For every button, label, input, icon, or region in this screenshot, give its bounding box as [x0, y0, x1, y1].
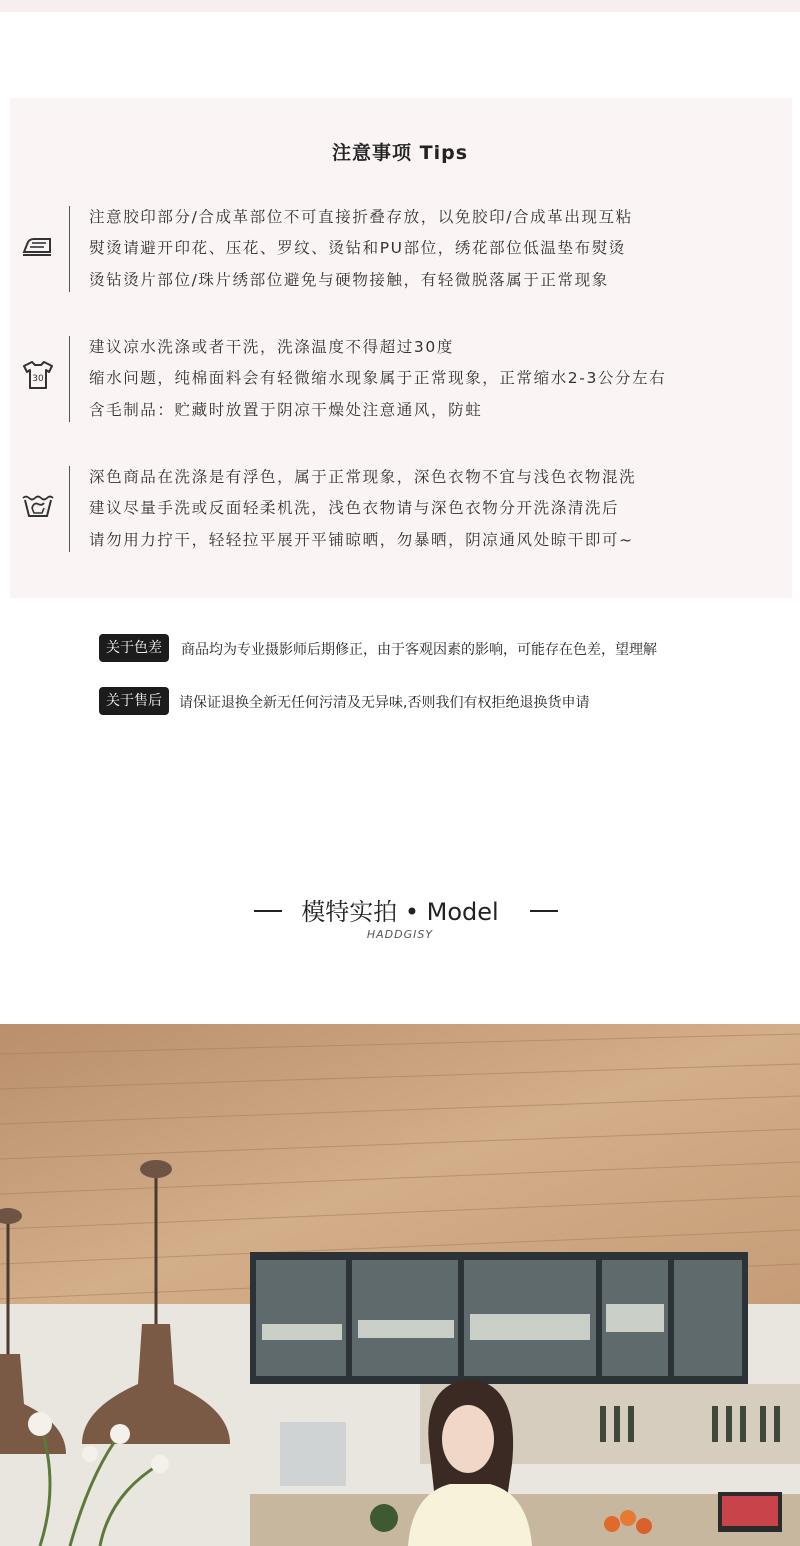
- brand-name: HADDGISY: [366, 928, 434, 941]
- tip-line: 缩水问题，纯棉面料会有轻微缩水现象属于正常现象，正常缩水2-3公分左右: [89, 369, 667, 387]
- model-title: 模特实拍 • Model: [301, 898, 499, 926]
- tip-line: 深色商品在洗涤是有浮色，属于正常现象，深色衣物不宜与浅色衣物混洗: [89, 468, 637, 486]
- top-strip: [0, 0, 800, 12]
- tip-line: 注意胶印部分/合成革部位不可直接折叠存放，以免胶印/合成革出现互粘: [89, 208, 633, 226]
- note-text: 请保证退换全新无任何污清及无异味,否则我们有权拒绝退换货申请: [179, 695, 590, 711]
- note-badge: 关于售后: [99, 687, 169, 715]
- tip-divider: [69, 336, 70, 422]
- tip-line: 建议凉水洗涤或者干洗，洗涤温度不得超过30度: [89, 338, 454, 356]
- title-dash-right: [530, 910, 558, 912]
- tip-line: 熨烫请避开印花、压花、罗纹、烫钻和PU部位，绣花部位低温垫布熨烫: [89, 239, 626, 257]
- hand-wash-icon: [20, 486, 56, 522]
- model-section-header: [0, 892, 800, 932]
- tip-divider: [69, 206, 70, 292]
- svg-text:30: 30: [32, 374, 44, 384]
- note-text: 商品均为专业摄影师后期修正，由于客观因素的影响，可能存在色差，望理解: [181, 642, 657, 658]
- tip-divider: [69, 466, 70, 552]
- tip-block-handwash: [0, 460, 800, 570]
- model-photo: [0, 1024, 800, 1546]
- tip-block-ironing: [0, 200, 800, 310]
- tip-line: 请勿用力拧干，轻轻拉平展开平铺晾晒，勿暴晒，阴凉通风处晾干即可~: [89, 531, 634, 549]
- tip-line: 烫钻烫片部位/珠片绣部位避免与硬物接触，有轻微脱落属于正常现象: [89, 271, 609, 289]
- coffee-machine: [280, 1422, 346, 1486]
- tips-title: 注意事项 Tips: [332, 142, 468, 164]
- note-badge: 关于色差: [99, 634, 169, 662]
- tip-block-washing: [0, 330, 800, 440]
- shirt-wash-icon: [20, 356, 56, 392]
- tip-line: 建议尽量手洗或反面轻柔机洗，浅色衣物请与深色衣物分开洗涤清洗后: [89, 499, 620, 517]
- iron-icon: [20, 228, 56, 264]
- tip-line: 含毛制品：贮藏时放置于阴凉干燥处注意通风，防蛀: [89, 401, 483, 419]
